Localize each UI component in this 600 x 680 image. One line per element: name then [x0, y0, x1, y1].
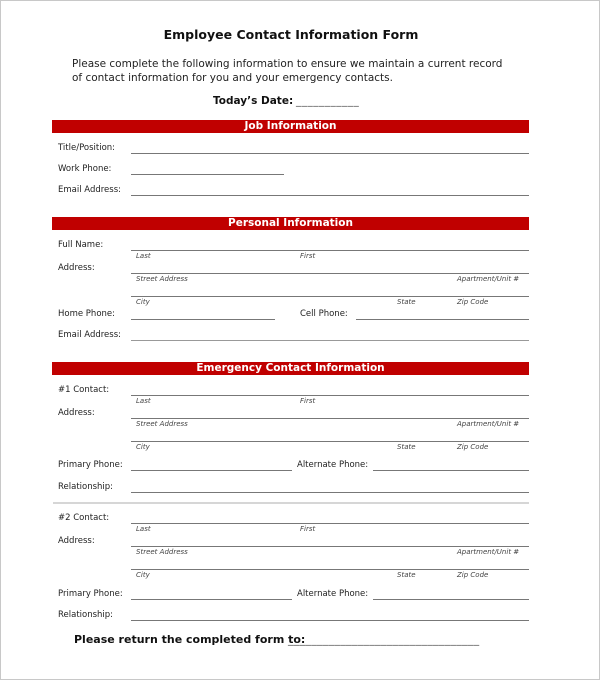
zip-sublabel: Zip Code: [457, 298, 489, 306]
contact2-state-sublabel: State: [397, 571, 416, 579]
contact2-relationship-label: Relationship:: [58, 610, 114, 620]
contact2-street-sublabel: Street Address: [136, 548, 188, 556]
state-sublabel: State: [397, 298, 416, 306]
contact1-last-sublabel: Last: [136, 397, 151, 405]
contact2-city-state-zip-field[interactable]: [131, 569, 529, 570]
return-form-label: Please return the completed form to:: [74, 633, 306, 646]
last-sublabel: Last: [136, 252, 151, 260]
personal-information-header: Personal Information: [52, 217, 529, 230]
return-form-field[interactable]: _________________________________: [288, 633, 480, 646]
contact2-alternate-phone-label: Alternate Phone:: [297, 589, 369, 599]
city-sublabel: City: [136, 298, 150, 306]
work-phone-field[interactable]: [131, 174, 284, 175]
contact2-last-sublabel: Last: [136, 525, 151, 533]
street-address-field[interactable]: [131, 273, 529, 274]
address-label: Address:: [58, 263, 95, 273]
street-sublabel: Street Address: [136, 275, 188, 283]
job-email-field[interactable]: [131, 195, 529, 196]
full-name-field[interactable]: [131, 250, 529, 251]
personal-email-field[interactable]: [131, 340, 529, 341]
contact2-street-field[interactable]: [131, 546, 529, 547]
contact2-city-sublabel: City: [136, 571, 150, 579]
title-position-label: Title/Position:: [58, 143, 116, 153]
contact2-first-sublabel: First: [300, 525, 316, 533]
contact1-state-sublabel: State: [397, 443, 416, 451]
first-sublabel: First: [300, 252, 316, 260]
personal-email-label: Email Address:: [58, 330, 121, 340]
contact2-zip-sublabel: Zip Code: [457, 571, 489, 579]
contact1-first-sublabel: First: [300, 397, 316, 405]
contact1-relationship-label: Relationship:: [58, 482, 114, 492]
contact1-alternate-phone-field[interactable]: [373, 470, 529, 471]
contact1-alternate-phone-label: Alternate Phone:: [297, 460, 369, 470]
form-title: Employee Contact Information Form: [163, 27, 419, 42]
contact1-primary-phone-field[interactable]: [131, 470, 292, 471]
contact2-relationship-field[interactable]: [131, 620, 529, 621]
contact2-address-label: Address:: [58, 536, 95, 546]
contact2-name-field[interactable]: [131, 523, 529, 524]
contact2-primary-phone-label: Primary Phone:: [58, 589, 123, 599]
cell-phone-field[interactable]: [356, 319, 529, 320]
title-position-field[interactable]: [131, 153, 529, 154]
contact1-street-sublabel: Street Address: [136, 420, 188, 428]
todays-date-label: Today’s Date:: [213, 95, 294, 107]
contact1-primary-phone-label: Primary Phone:: [58, 460, 123, 470]
contact1-city-state-zip-field[interactable]: [131, 441, 529, 442]
contact1-name-field[interactable]: [131, 395, 529, 396]
contact2-primary-phone-field[interactable]: [131, 599, 292, 600]
emergency-contact-header: Emergency Contact Information: [52, 362, 529, 375]
contact1-apt-sublabel: Apartment/Unit #: [457, 420, 520, 428]
contact2-apt-sublabel: Apartment/Unit #: [457, 548, 520, 556]
contact1-relationship-field[interactable]: [131, 492, 529, 493]
city-state-zip-field[interactable]: [131, 296, 529, 297]
contact2-label: #2 Contact:: [58, 513, 110, 523]
home-phone-field[interactable]: [131, 319, 275, 320]
home-phone-label: Home Phone:: [58, 309, 115, 319]
work-phone-label: Work Phone:: [58, 164, 112, 174]
apt-sublabel: Apartment/Unit #: [457, 275, 520, 283]
intro-paragraph: Please complete the following information to ensure we maintain a current record of contact information for you and your emergency contacts.: [72, 58, 503, 84]
contact1-address-label: Address:: [58, 408, 95, 418]
todays-date-field[interactable]: ___________: [296, 95, 360, 107]
job-email-label: Email Address:: [58, 185, 121, 195]
full-name-label: Full Name:: [58, 240, 104, 250]
contact2-alternate-phone-field[interactable]: [373, 599, 529, 600]
contact1-city-sublabel: City: [136, 443, 150, 451]
contact1-street-field[interactable]: [131, 418, 529, 419]
contact1-label: #1 Contact:: [58, 385, 110, 395]
contact1-zip-sublabel: Zip Code: [457, 443, 489, 451]
cell-phone-label: Cell Phone:: [300, 309, 348, 319]
job-information-header: Job Information: [52, 120, 529, 133]
contact-separator: [53, 502, 529, 504]
